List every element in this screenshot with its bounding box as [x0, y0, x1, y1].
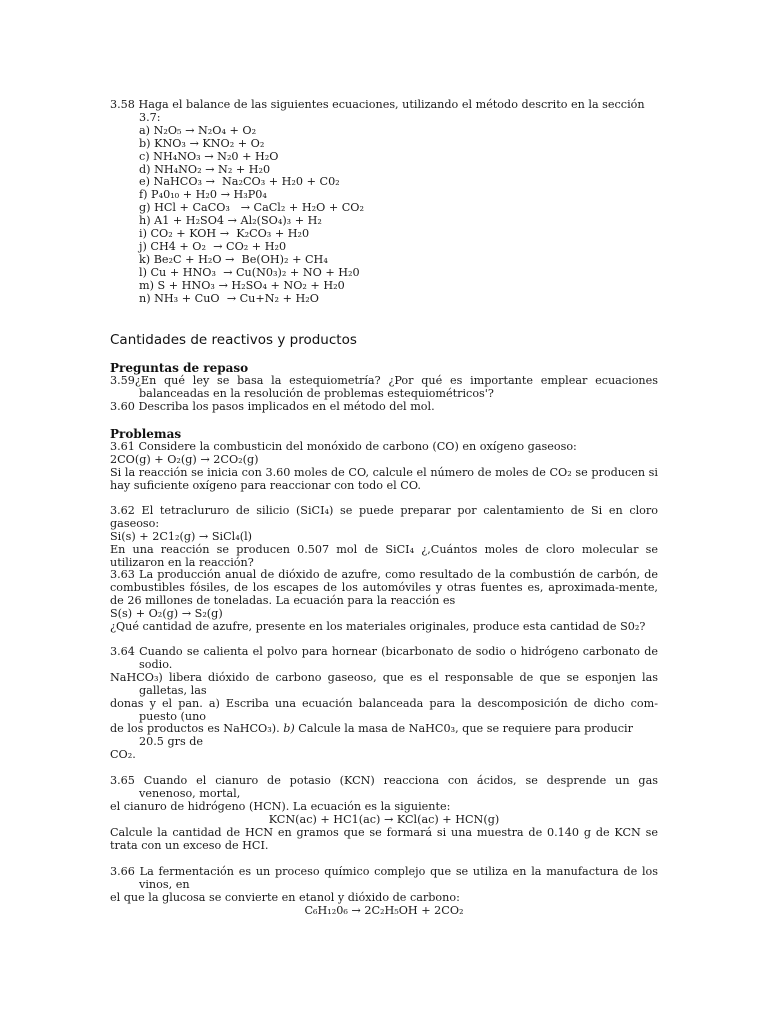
problem-3-64-line-1: 3.64 Cuando se calienta el polvo para hornear (bicarbonato de sodio o hidrógeno carbonato de — [110, 645, 658, 658]
problem-3-66-equation: C₆H₁₂0₆ → 2C₂H₅OH + 2CO₂ — [304, 903, 464, 917]
equation-item-m: m) S + HNO₃ → H₂SO₄ + NO₂ + H₂0 — [139, 278, 345, 292]
problem-3-65-question: Calcule la cantidad de HCN en gramos que se formará si una muestra de 0.140 g de KCN se trata con un exceso de HCI. — [110, 825, 658, 852]
problem-3-64-line-2: sodio. — [139, 657, 173, 671]
problem-3-63 — [110, 569, 658, 634]
problem-3-66-line-1: 3.66 La fermentación es un proceso químico complejo que se utiliza en la manufactura de los — [110, 865, 658, 878]
problem-3-64-line-8: 20.5 grs de — [139, 735, 204, 749]
equation-item-n: n) NH₃ + CuO → Cu+N₂ + H₂O — [139, 291, 319, 305]
problem-3-64-line-6: puesto (uno — [139, 709, 207, 723]
problem-3-65 — [110, 775, 658, 852]
problem-3-63-statement: 3.63 La producción anual de dióxido de azufre, como resultado de la combustión de carbón, de combustibles fósiles, de los escapes de los automóviles y otras fuentes es, aproximada-mente, de 26 millones de toneladas. La ecuación para la reacción es — [110, 568, 658, 607]
problem-3-65-line-1: 3.65 Cuando el cianuro de potasio (KCN) reacciona con ácidos, se desprende un gas — [110, 774, 658, 787]
problem-3-62-question: En una reacción se producen 0.507 mol de SiCI₄ ¿,Cuántos moles de cloro molecular se utilizaron en la reacción? — [110, 542, 658, 569]
problem-3-66-line-3: el que la glucosa se convierte en etanol y dióxido de carbono: — [110, 890, 460, 904]
review-heading: Preguntas de repaso — [110, 361, 249, 375]
question-3-60: 3.60 Describa los pasos implicados en el método del mol. — [110, 399, 435, 413]
equation-item-b: b) KNO₃ → KNO₂ + O₂ — [139, 136, 265, 150]
equation-item-l: l) Cu + HNO₃ → Cu(N0₃)₂ + NO + H₂0 — [139, 265, 360, 279]
problem-3-63-question: ¿Qué cantidad de azufre, presente en los materiales originales, produce esta cantidad de S0₂? — [110, 619, 646, 633]
problem-3-61 — [110, 441, 658, 493]
section-title: Cantidades de reactivos y productos — [110, 332, 357, 348]
problem-3-65-line-3: el cianuro de hidrógeno (HCN). La ecuación es la siguiente: — [110, 799, 451, 813]
equation-item-d: d) NH₄NO₂ → N₂ + H₂0 — [139, 162, 271, 176]
problem-3-64-line-5: donas y el pan. a) Escriba una ecuación balanceada para la descomposición de dicho com- — [110, 696, 658, 710]
problem-3-64-line-9: CO₂. — [110, 748, 136, 762]
problems-heading: Problemas — [110, 427, 182, 441]
equation-item-f: f) P₄0₁₀ + H₂0 → H₃P0₄ — [139, 188, 267, 202]
problem-3-58 — [110, 99, 658, 306]
equation-list — [110, 125, 658, 306]
equation-item-g: g) HCl + CaCO₃ → CaCl₂ + H₂O + CO₂ — [139, 201, 364, 215]
problem-3-64 — [110, 646, 658, 762]
equation-item-k: k) Be₂C + H₂O → Be(OH)₂ + CH₄ — [139, 252, 328, 266]
problem-3-58-statement-cont: 3.7: — [139, 110, 161, 124]
equation-item-a: a) N₂O₅ → N₂O₄ + O₂ — [139, 123, 257, 137]
problem-3-61-question: Si la reacción se inicia con 3.60 moles de CO, calcule el número de moles de CO₂ se producen si hay suficiente oxígeno para reaccionar con todo el CO. — [110, 465, 658, 492]
problem-3-61-equation: 2CO(g) + O₂(g) → 2CO₂(g) — [110, 452, 259, 466]
problem-3-58-statement: 3.58 Haga el balance de las siguientes ecuaciones, utilizando el método descrito en la sección — [110, 98, 645, 111]
problem-3-66-line-2: vinos, en — [139, 877, 190, 891]
equation-item-e: e) NaHCO₃ → Na₂CO₃ + H₂0 + C0₂ — [139, 175, 340, 189]
problem-3-62 — [110, 505, 658, 570]
equation-item-c: c) NH₄NO₃ → N₂0 + H₂O — [139, 149, 279, 163]
problem-3-65-equation: KCN(ac) + HC1(ac) → KCl(ac) + HCN(g) — [268, 812, 500, 826]
problem-3-62-statement: 3.62 El tetraclururo de silicio (SiCI₄) se puede preparar por calentamiento de Si en cloro gaseoso: — [110, 504, 658, 530]
problem-3-64-line-7-c: Calcule la masa de NaHC0₃, que se requiere para producir — [294, 722, 633, 736]
problem-3-63-equation: S(s) + O₂(g) → S₂(g) — [110, 606, 223, 620]
equation-item-i: i) CO₂ + KOH → K₂CO₃ + H₂0 — [139, 227, 310, 241]
problem-3-66 — [110, 866, 658, 918]
problem-3-64-line-7-a: de los productos es NaHCO₃). — [110, 722, 284, 736]
problem-3-62-equation: Si(s) + 2C1₂(g) → SiCl₄(l) — [110, 529, 253, 543]
problem-3-61-statement: 3.61 Considere la combusticin del monóxido de carbono (CO) en oxígeno gaseoso: — [110, 440, 577, 453]
problem-3-65-line-2: venenoso, mortal, — [139, 786, 241, 800]
equation-item-h: h) A1 + H₂SO4 → Al₂(SO₄)₃ + H₂ — [139, 214, 322, 228]
problem-3-64-part-b-label: b) — [283, 722, 295, 736]
problem-3-64-line-4: galletas, las — [139, 683, 207, 697]
equation-item-j: j) CH4 + O₂ → CO₂ + H₂0 — [139, 239, 287, 253]
problem-3-64-line-3: NaHCO₃) libera dióxido de carbono gaseoso, que es el responsable de que se esponjen las — [110, 670, 658, 684]
question-3-59: 3.59¿En qué ley se basa la estequiometría? ¿Por qué es importante emplear ecuaciones balanceadas en la resolución de problemas estequiométricos'? — [110, 374, 658, 400]
review-questions — [110, 375, 658, 414]
